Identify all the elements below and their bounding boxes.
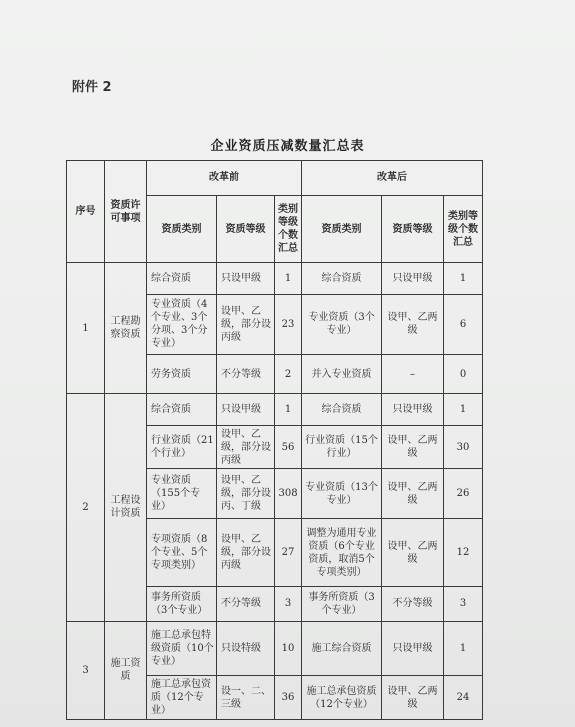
before-category-cell: 事务所资质（3个专业） bbox=[147, 586, 217, 621]
before-category-cell: 专业资质（4个专业、3个分项、3个分专业） bbox=[147, 295, 217, 355]
after-count-cell: 3 bbox=[444, 586, 483, 621]
before-grade-cell: 只设甲级 bbox=[217, 394, 275, 426]
after-grade-cell: – bbox=[382, 354, 444, 393]
before-category-cell: 专项资质（8个专业、5个专项类别） bbox=[147, 519, 217, 587]
after-category-cell: 综合资质 bbox=[302, 394, 382, 426]
header-no: 序号 bbox=[67, 161, 105, 263]
table-row bbox=[67, 394, 483, 426]
before-grade-cell: 不分等级 bbox=[217, 354, 275, 393]
table-row bbox=[67, 263, 483, 295]
after-grade-cell: 设甲、乙两级 bbox=[382, 295, 444, 355]
header-after: 改革后 bbox=[302, 161, 483, 196]
after-count-cell: 12 bbox=[444, 519, 483, 587]
before-count-cell: 10 bbox=[275, 621, 302, 675]
after-count-cell: 1 bbox=[444, 621, 483, 675]
header-after-count: 类别等级个数汇总 bbox=[444, 195, 483, 263]
before-category-cell: 综合资质 bbox=[147, 394, 217, 426]
after-count-cell: 30 bbox=[444, 425, 483, 469]
after-category-cell: 施工综合资质 bbox=[302, 621, 382, 675]
before-count-cell: 23 bbox=[275, 295, 302, 355]
before-count-cell: 1 bbox=[275, 394, 302, 426]
after-category-cell: 专业资质（3个专业） bbox=[302, 295, 382, 355]
after-count-cell: 0 bbox=[444, 354, 483, 393]
before-category-cell: 专业资质（155个专业） bbox=[147, 469, 217, 519]
before-grade-cell: 只设特级 bbox=[217, 621, 275, 675]
after-category-cell: 行业资质（15个行业） bbox=[302, 425, 382, 469]
after-count-cell: 1 bbox=[444, 263, 483, 295]
after-grade-cell: 只设甲级 bbox=[382, 621, 444, 675]
before-grade-cell: 设一、二、三级 bbox=[217, 676, 275, 720]
after-count-cell: 24 bbox=[444, 676, 483, 720]
before-category-cell: 施工总承包资质（12个专业） bbox=[147, 676, 217, 720]
before-category-cell: 劳务资质 bbox=[147, 354, 217, 393]
after-grade-cell: 设甲、乙两级 bbox=[382, 425, 444, 469]
before-count-cell: 308 bbox=[275, 469, 302, 519]
before-count-cell: 2 bbox=[275, 354, 302, 393]
before-count-cell: 27 bbox=[275, 519, 302, 587]
before-grade-cell: 设甲、乙级，部分设丙级 bbox=[217, 295, 275, 355]
after-grade-cell: 设甲、乙两级 bbox=[382, 676, 444, 720]
after-category-cell: 并入专业资质 bbox=[302, 354, 382, 393]
before-grade-cell: 设甲、乙级，部分设丙级 bbox=[217, 425, 275, 469]
after-category-cell: 专业资质（13个专业） bbox=[302, 469, 382, 519]
before-grade-cell: 不分等级 bbox=[217, 586, 275, 621]
group-number: 2 bbox=[67, 394, 105, 622]
before-grade-cell: 只设甲级 bbox=[217, 263, 275, 295]
header-before-grade: 资质等级 bbox=[217, 195, 275, 263]
after-count-cell: 6 bbox=[444, 295, 483, 355]
after-grade-cell: 设甲、乙两级 bbox=[382, 519, 444, 587]
header-before-count: 类别等级个数汇总 bbox=[275, 195, 302, 263]
before-count-cell: 3 bbox=[275, 586, 302, 621]
summary-table bbox=[66, 160, 483, 720]
header-before-category: 资质类别 bbox=[147, 195, 217, 263]
group-name: 施工资质 bbox=[105, 621, 147, 719]
group-number: 1 bbox=[67, 263, 105, 394]
after-category-cell: 事务所资质（3个专业） bbox=[302, 586, 382, 621]
after-category-cell: 施工总承包资质（12个专业） bbox=[302, 676, 382, 720]
after-grade-cell: 不分等级 bbox=[382, 586, 444, 621]
after-category-cell: 综合资质 bbox=[302, 263, 382, 295]
before-category-cell: 综合资质 bbox=[147, 263, 217, 295]
header-before: 改革前 bbox=[147, 161, 302, 196]
group-name: 工程设计资质 bbox=[105, 394, 147, 622]
before-grade-cell: 设甲、乙级，部分设丙级 bbox=[217, 519, 275, 587]
after-grade-cell: 只设甲级 bbox=[382, 394, 444, 426]
before-count-cell: 36 bbox=[275, 676, 302, 720]
before-count-cell: 1 bbox=[275, 263, 302, 295]
before-category-cell: 施工总承包特级资质（10个专业） bbox=[147, 621, 217, 675]
after-category-cell: 调整为通用专业资质（6个专业资质，取消5个专项类别） bbox=[302, 519, 382, 587]
table-row bbox=[67, 621, 483, 675]
group-name: 工程勘察资质 bbox=[105, 263, 147, 394]
before-category-cell: 行业资质（21个行业） bbox=[147, 425, 217, 469]
header-after-grade: 资质等级 bbox=[382, 195, 444, 263]
header-after-category: 资质类别 bbox=[302, 195, 382, 263]
before-grade-cell: 设甲、乙级，部分设丙、丁级 bbox=[217, 469, 275, 519]
attachment-label: 附件 2 bbox=[72, 80, 112, 95]
table-title: 企业资质压减数量汇总表 bbox=[210, 139, 365, 154]
header-row-1 bbox=[67, 161, 483, 196]
after-count-cell: 1 bbox=[444, 394, 483, 426]
after-count-cell: 26 bbox=[444, 469, 483, 519]
header-item: 资质许可事项 bbox=[105, 161, 147, 263]
after-grade-cell: 只设甲级 bbox=[382, 263, 444, 295]
group-number: 3 bbox=[67, 621, 105, 719]
after-grade-cell: 设甲、乙两级 bbox=[382, 469, 444, 519]
before-count-cell: 56 bbox=[275, 425, 302, 469]
